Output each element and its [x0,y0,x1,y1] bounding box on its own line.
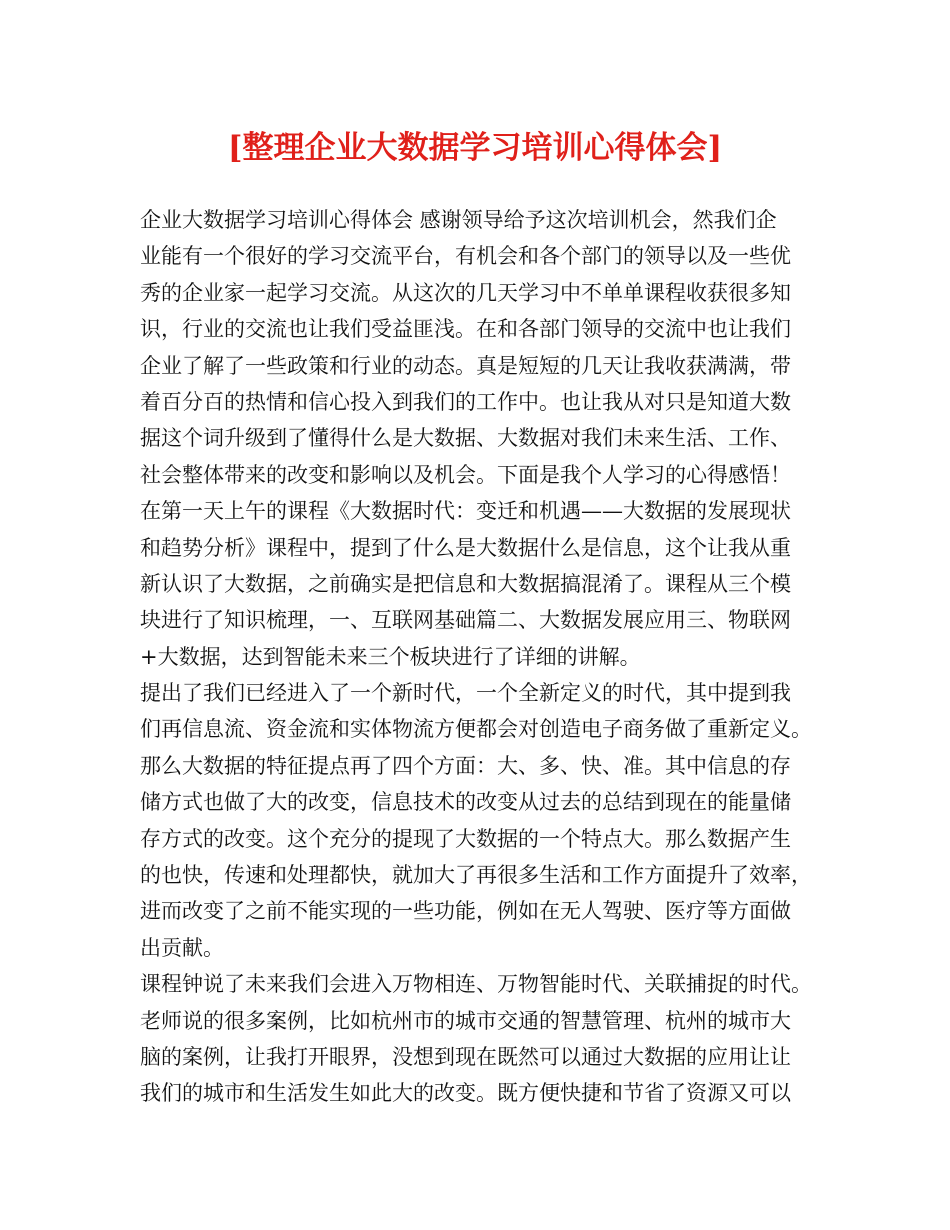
body-line: 在第一天上午的课程《大数据时代：变迁和机遇——大数据的发展现状 [140,499,791,524]
body-line: 新认识了大数据，之前确实是把信息和大数据搞混淆了。课程从三个模 [140,571,791,596]
body-line: 业能有一个很好的学习交流平台，有机会和各个部门的领导以及一些优 [140,244,791,269]
body-line: +大数据，达到智能未来三个板块进行了详细的讲解。 [140,644,641,669]
body-line: 课程钟说了未来我们会进入万物相连、万物智能时代、关联捕捉的时代。 [140,972,812,997]
body-line: 老师说的很多案例，比如杭州市的城市交通的智慧管理、杭州的城市大 [140,1008,791,1033]
body-line: 识，行业的交流也让我们受益匪浅。在和各部门领导的交流中也让我们 [140,317,791,342]
body-line: 储方式也做了大的改变，信息技术的改变从过去的总结到现在的能量储 [140,790,791,815]
body-line: 块进行了知识梳理，一、互联网基础篇二、大数据发展应用三、物联网 [140,608,791,633]
body-line: 企业了解了一些政策和行业的动态。真是短短的几天让我收获满满，带 [140,353,791,378]
body-line: 和趋势分析》课程中，提到了什么是大数据什么是信息，这个让我从重 [140,535,791,560]
body-line: 提出了我们已经进入了一个新时代，一个全新定义的时代，其中提到我 [140,681,791,706]
body-line: 企业大数据学习培训心得体会 感谢领导给予这次培训机会，然我们企 [140,208,777,232]
body-line: 进而改变了之前不能实现的一些功能，例如在无人驾驶、医疗等方面做 [140,899,791,924]
body-line: 的也快，传速和处理都快，就加大了再很多生活和工作方面提升了效率， [140,863,812,888]
body-line: 我们的城市和生活发生如此大的改变。既方便快捷和节省了资源又可以 [140,1081,791,1106]
body-line: 那么大数据的特征提点再了四个方面：大、多、快、准。其中信息的存 [140,753,791,778]
body-line: 存方式的改变。这个充分的提现了大数据的一个特点大。那么数据产生 [140,826,791,851]
body-line: 脑的案例，让我打开眼界，没想到现在既然可以通过大数据的应用让让 [140,1044,791,1069]
body-line: 据这个词升级到了懂得什么是大数据、大数据对我们未来生活、工作、 [140,426,791,451]
body-line: 出贡献。 [140,935,224,960]
body-line: 秀的企业家一起学习交流。从这次的几天学习中不单单课程收获很多知 [140,280,791,305]
body-line: 们再信息流、资金流和实体物流方便都会对创造电子商务做了重新定义。 [140,717,812,742]
document-body [140,202,830,1112]
body-line: 着百分百的热情和信心投入到我们的工作中。也让我从对只是知道大数 [140,389,791,414]
body-line: 社会整体带来的改变和影响以及机会。下面是我个人学习的心得感悟！ [140,462,791,487]
document-title: [整理企业大数据学习培训心得体会] [227,130,723,166]
